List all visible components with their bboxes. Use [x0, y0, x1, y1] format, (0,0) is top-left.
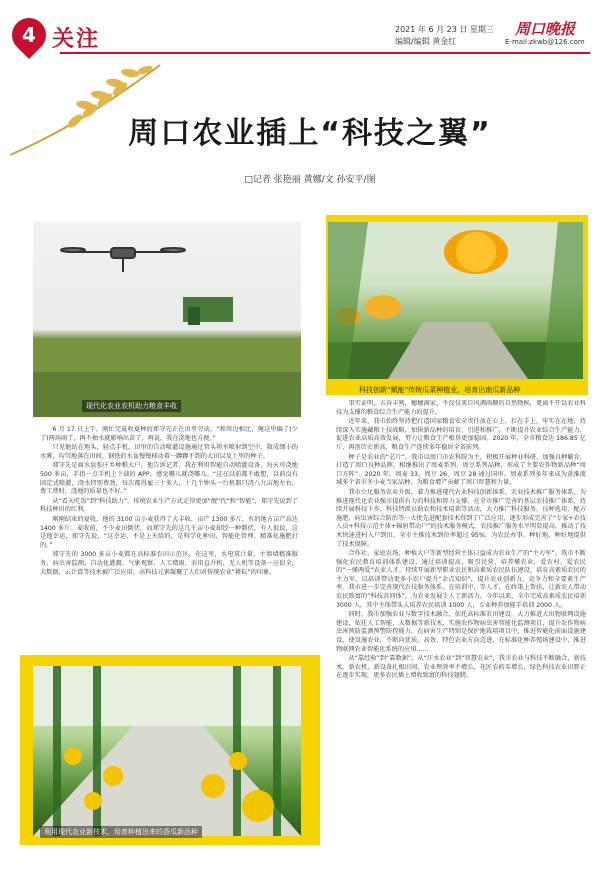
photo-drone-field [33, 222, 301, 417]
paragraph: 从“靠经验”到“靠数据”，从“汗水农业”到“智慧农业”，我市农业与科技不断融合，新技术、新农机，新设备扎根田间，农业理效率不增长，花匠农药零增长，绿色科技农业田野正在逐步实现，更多农民插上增收致富的科技翅膀。 [336, 655, 586, 680]
paragraph: 近年来，我市始终坚持把打造国家粮食安全责任放在心上、扛在手上，牢实在在地，持续深入实施藏粮于技战略，加快新品种的培育、引进和推广，不断提升农业综合生产能力，促进农业高质高效发展，努力让粮食生产根基更加稳固。2020 年，全市粮食达 186.85 亿斤，再创历史新高，粮食生产连续多年稳居全省前列。 [336, 418, 586, 451]
melon-icon [33, 666, 301, 836]
masthead-divider [60, 52, 590, 54]
photo1-caption: 现代化农业农机助力粮食丰收 [82, 400, 181, 412]
photo-pumpkins [328, 222, 583, 379]
section-title: 关注 [52, 27, 101, 52]
paragraph: 事实证明，五谷丰熟，穗穗满家，不仅仅来自风调雨顺的自然物候，更离不开以农业科技为支撑的粮食综合生产能力的提升。 [336, 400, 586, 416]
paragraph: 合作社、家庭农场、种植大户等新型经营主体日益成为农业生产的“主力军”。我市不断强化农民教育培训体系建设，通过培训提高，吸引民营，培养懂农业，爱农村、爱农民的“一懂两爱”农业人才。持续开展新型职业农民和高素质农民队伍建设，培育高素质农民的主力军，以培训带动更多小农户提升“金点知识”，提升农业创新力、竞争力和全要素生产率。我市进一步完善现代农技服务体系，在培训中，等人才，在政策上帮扶，让新农人带动农民致富的“科技共同体”，为农业发展生人了新活力。今年以来，全市完成高素质农民培训 3000 人，其中主体带头人培养农民培训 1000 人，专业种养加能手培训 2000 人。 [336, 550, 586, 609]
paragraph: 刚刚结束的夏收，他的 3100 亩小麦获得了大丰收，亩产 1300 多斤，有的地方亩产高达 1400 多斤。麦收前，不少麦田倒伏，而郑守先的这几千亩小麦却经一种倒伏，有人很说，这是他幸运，郑守先说，“这幸运，不是上天给的，是科学化种田、智能化管理、精准化施肥打的。” [40, 515, 298, 549]
photo-melons [33, 666, 301, 836]
paragraph: 只见他站在地头，轻点手机，田里的自动喷灌设施通过管头将水喷射到空中，散成细小的水雾，均匀地落在田间，钢铁的水盆慢慢移动着一蹲蹲不到的大田以及土里的种子。 [40, 444, 298, 460]
article-body-right [336, 400, 586, 855]
paragraph: 从“看天吃饭”到“科技助力”，传统农业生产方式走得更加“靓”代“和”智能”，郑守先说到了科技种田的红利。 [40, 497, 298, 514]
article-headline: 周口农业插上“科技之翼” [128, 116, 492, 151]
photo2-caption: 科技创新“赋能”传统瓜菜种植业，培育出南瓜新品种 [359, 386, 521, 394]
paragraph: 6 月 17 日上午，刚忙完夏收夏种的郑守先正在田里劳动。“和周边相比，俺这里偏了(少了)两场雨了，再不抽水就影响出苗了，再说，我在浇地也方便。” [40, 426, 298, 442]
paragraph: 种子是农业的“芯片”。我市以周口市农科院为主，积极开展种业科研，加强良种繁育，打造了周口良种品牌，相继推出了周麦系列、周豆系列品种，形成了主要农作物新品种“周口方阵”。2020 年，周麦 33、周豆 26、周豆 28 通过国审。周麦系列多年来成为黄淮流域多个省市冬小麦当家品种，为粮食增产贡献了周口智慧和力量。 [336, 453, 586, 487]
page-number: 4 [22, 23, 36, 47]
issue-date: 2021 年 6 月 23 日 星期三 [395, 25, 494, 34]
newspaper-logo: 周口晚报 [515, 20, 576, 38]
paragraph: 同时，我市加强农业与数字技术融合，依托高标准农田建设，大力推进大田物联网设施建设，依托人工智能、大数据等新技术，实施农作物病虫害智能化监测项目，提升农作物病虫害预防监测预警防控能力，在病害生产特别是保护地栽培项目中，推进智能化前面设施建设，使设施农业，不断向优质、高效、特色农业方向迈进，在标准化种养殖场建设中，推进物联网农业智能化系统的应用…… [336, 611, 586, 653]
editor-line: 编辑/编辑 黄金红 [395, 37, 457, 46]
paragraph: 我市立足服务农业升级，着力推进现代农业科技创新体系、农业技术推广服务体系，为推进现代化农业强市提供有力的科技和智力支撑。在全市推广完善的基层农技推广体系，持续开展科技下乡，科技特派员助农和技术培训等活动，大力推广科技服务，良种选用、配方施肥、病虫害综合防治等一大批先进配套技术得到了广泛应用，逐步形成完善了“专家+农技人员+科技示范主体+辐射带动户”的技术服务模式，农技推广服务水平明显提高，推动了技术快速进村入户到田，全市主推技术到位率超过 95%，为农民办事、种好地，种好地提供了技术保障。 [336, 488, 586, 548]
drone-icon [33, 222, 301, 417]
article-body-left [40, 426, 298, 651]
paragraph: 郑守先是商水县张庄乡种粮大户，他告诉记者，我在利用智能自动喷灌设备，每天可浇地 500 多亩，手指一点手机上下载的 APP，感觉哪儿就浇哪儿。“这在以前都不敢想，以前没有固定式喷灌，浇水特别费劲，每次都得雇三十多人，十几个钟头一台机器只浇八九亩地左右，费工费时，浇地的质量也不好。” [40, 462, 298, 496]
contact-email: E-mail:zkwb@126.com [505, 38, 585, 46]
pumpkin-icon [328, 222, 583, 379]
article-byline: □记者 张艳丽 黄娜/文 孙安平/图 [244, 175, 376, 185]
paragraph: 郑守先的 3000 多亩小麦都在高标准农田示范区，在这里，水电双计量，主墙墙精准服务、病虫害监测、自动化灌溉、气象观察、人工增雨、农用直升机、无人机等设备一应俱全，大数据、云计算等技术被广泛应用，高科技元素凝聚了人们对传统农业“耕耘”的印象。 [40, 551, 298, 576]
photo3-caption: 利用现代农业新技术，培育种植出来的香瓜新品种 [40, 826, 202, 838]
